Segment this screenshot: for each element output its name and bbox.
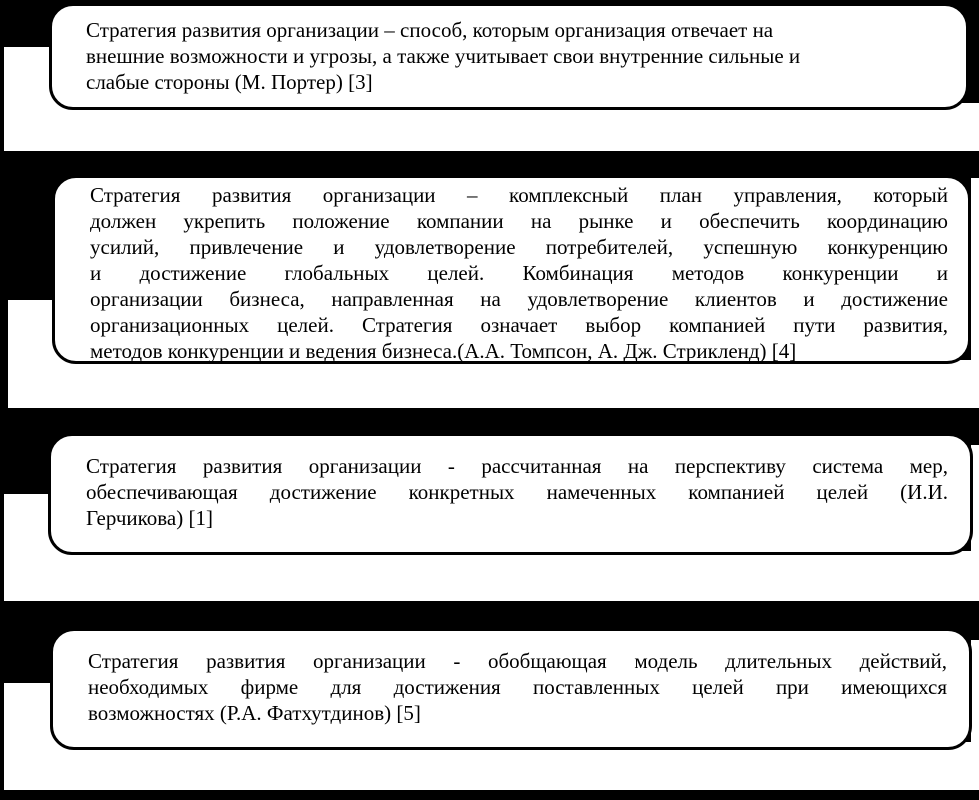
- definition-text-line: должен укрепить положение компании на рынке и обеспечить координацию: [90, 209, 948, 233]
- definition-text-line: Стратегия развития организации - обобщающая модель длительных действий,: [88, 649, 947, 673]
- definition-text-line: Стратегия развития организации – комплексный план управления, который: [90, 183, 948, 207]
- definition-text-line: внешние возможности и угрозы, а также учитывает свои внутренние сильные и: [86, 44, 801, 68]
- paper-band-bottom-1: [4, 103, 979, 151]
- definition-text-line: Герчикова) [1]: [86, 506, 213, 530]
- definition-box-porter: [49, 3, 969, 110]
- definition-text-line: организационных целей. Стратегия означает выбор компанией пути развития,: [90, 313, 948, 337]
- definition-text-line: усилий, привлечение и удовлетворение потребителей, успешную конкуренцию: [90, 235, 948, 259]
- definition-text-line: и достижение глобальных целей. Комбинация методов конкуренции и: [90, 261, 948, 285]
- definition-text-line: слабые стороны (М. Портер) [3]: [86, 70, 373, 94]
- paper-band-bottom-2: [8, 360, 979, 408]
- definition-text-line: обеспечивающая достижение конкретных намеченных компанией целей (И.И.: [86, 480, 948, 504]
- definition-text-line: организации бизнеса, направленная на удовлетворение клиентов и достижение: [90, 287, 948, 311]
- definition-text-line: возможностях (Р.А. Фатхутдинов) [5]: [88, 701, 421, 725]
- definition-text-line: Стратегия развития организации – способ, которым организация отвечает на: [86, 18, 774, 42]
- definition-box-fatkhutdinov: [50, 628, 972, 750]
- definition-text-line: Стратегия развития организации - рассчитанная на перспективу система мер,: [86, 454, 948, 478]
- definition-box-gerchikova: [48, 433, 973, 555]
- definition-box-thompson-strickland: [52, 175, 971, 364]
- definition-text-line: необходимых фирме для достижения поставленных целей при имеющихся: [88, 675, 947, 699]
- paper-band-bottom-3: [4, 551, 979, 601]
- definition-text-line: методов конкуренции и ведения бизнеса.(А.А. Томпсон, А. Дж. Стрикленд) [4]: [90, 339, 797, 363]
